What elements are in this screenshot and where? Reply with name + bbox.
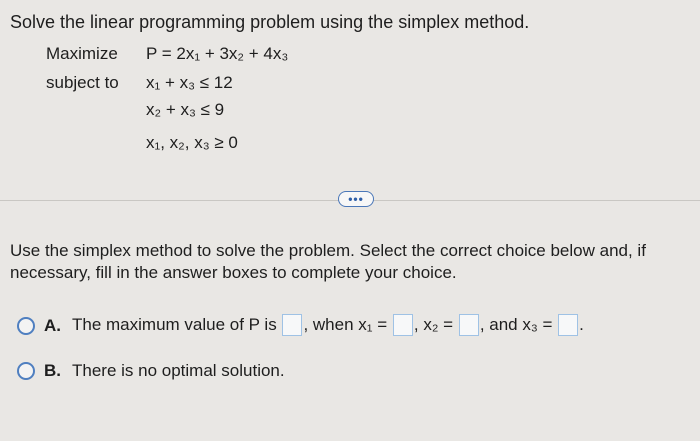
x1-answer-box[interactable] (393, 314, 413, 336)
option-a-letter: A. (44, 316, 61, 335)
option-a-text-part3: , x₂ = (413, 315, 454, 334)
max-p-answer-box[interactable] (282, 314, 302, 336)
maximize-label: Maximize (46, 44, 118, 63)
constraint-nonnegativity: x₁, x₂, x₃ ≥ 0 (146, 133, 238, 152)
option-a-text-part2: , when x₁ = (303, 315, 388, 334)
constraint-2: x₂ + x₃ ≤ 9 (146, 100, 225, 119)
constraint-1: x₁ + x₃ ≤ 12 (146, 73, 233, 92)
option-a-text-part4: , and x₃ = (479, 315, 553, 334)
question-title: Solve the linear programming problem using the simplex method. (10, 12, 530, 32)
subject-to-label: subject to (46, 73, 119, 92)
option-a-radio[interactable] (17, 317, 35, 335)
x3-answer-box[interactable] (558, 314, 578, 336)
instructions-text: Use the simplex method to solve the problem. Select the correct choice below and, if necessary, fill in the answer boxes to complete your choice. (10, 241, 646, 282)
more-options-button[interactable]: ••• (338, 191, 374, 207)
option-a-text (72, 314, 584, 336)
objective-function: P = 2x₁ + 3x₂ + 4x₃ (146, 44, 289, 63)
option-a-text-part1: The maximum value of P is (72, 315, 277, 334)
option-b-radio[interactable] (17, 362, 35, 380)
option-a-text-part5: . (579, 315, 584, 334)
x2-answer-box[interactable] (459, 314, 479, 336)
option-b-letter: B. (44, 361, 61, 380)
option-b-text: There is no optimal solution. (72, 361, 285, 380)
